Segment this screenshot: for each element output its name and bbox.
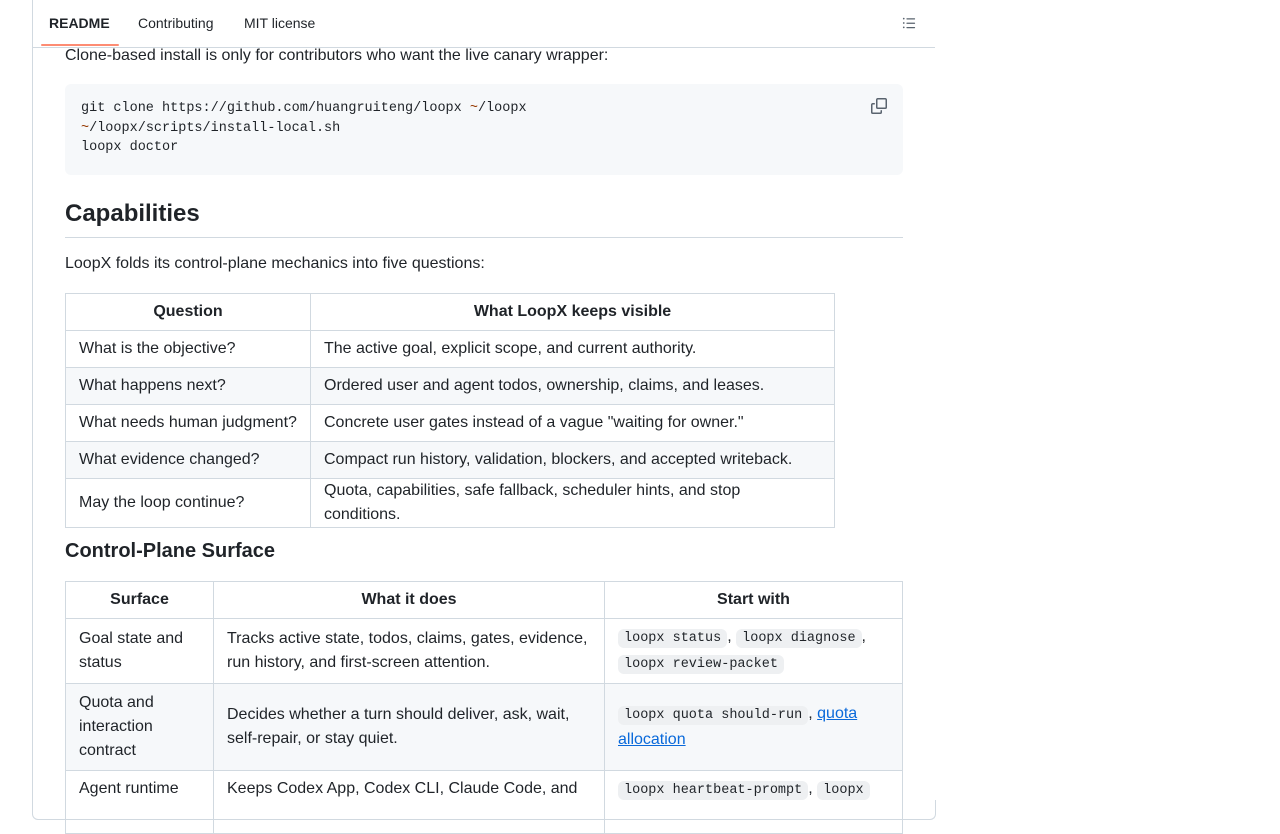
- table-cell: The active goal, explicit scope, and current authority.: [311, 331, 835, 368]
- table-row: [66, 442, 835, 479]
- table-cell: Compact run history, validation, blockers, and accepted writeback.: [311, 442, 835, 479]
- table-cell: What is the objective?: [66, 331, 311, 368]
- list-outline-icon: [902, 16, 916, 30]
- column-header: Start with: [605, 582, 903, 619]
- capabilities-intro: LoopX folds its control-plane mechanics into five questions:: [65, 255, 485, 272]
- inline-code: loopx review-packet: [618, 655, 784, 674]
- capabilities-heading: Capabilities: [65, 199, 903, 238]
- column-header: What LoopX keeps visible: [311, 294, 835, 331]
- tab-mit-license[interactable]: MIT license: [244, 15, 316, 31]
- table-cell: What needs human judgment?: [66, 405, 311, 442]
- table-cell: Decides whether a turn should deliver, ask, wait, self-repair, or stay quiet.: [214, 684, 605, 771]
- table-cell: Goal state and status: [66, 619, 214, 684]
- table-cell: Ordered user and agent todos, ownership, claims, and leases.: [311, 368, 835, 405]
- inline-code: loopx diagnose: [736, 629, 861, 648]
- table-cell: What happens next?: [66, 368, 311, 405]
- table-cell: Quota, capabilities, safe fallback, scheduler hints, and stop conditions.: [311, 479, 835, 528]
- table-row: [66, 479, 835, 528]
- inline-code: loopx status: [618, 629, 727, 648]
- table-row: [66, 771, 903, 834]
- intro-paragraph: Clone-based install is only for contributors who want the live canary wrapper:: [65, 47, 609, 64]
- control-plane-table: [65, 581, 903, 834]
- table-row: [66, 619, 903, 684]
- table-cell: Concrete user gates instead of a vague "waiting for owner.": [311, 405, 835, 442]
- table-cell: Agent runtime: [66, 771, 214, 834]
- code-text: git clone https://github.com/huangruiteng/loopx ~/loopx ~/loopx/scripts/install-local.sh loopx doctor: [81, 101, 527, 155]
- table-cell: Tracks active state, todos, claims, gates, evidence, run history, and first-screen attention.: [214, 619, 605, 684]
- readme-panel: [32, 0, 936, 820]
- tab-readme[interactable]: README: [49, 15, 110, 31]
- copy-button[interactable]: [869, 96, 889, 116]
- column-header: Question: [66, 294, 311, 331]
- column-header: What it does: [214, 582, 605, 619]
- inline-code: loopx quota should-run: [618, 706, 808, 725]
- table-row: [66, 684, 903, 771]
- table-cell: loopx heartbeat-prompt , loopx: [605, 771, 903, 834]
- readme-tabbar: [33, 0, 935, 48]
- table-row: [66, 331, 835, 368]
- code-block: [65, 84, 903, 175]
- table-row: [66, 405, 835, 442]
- capabilities-table: [65, 293, 835, 528]
- table-cell: Keeps Codex App, Codex CLI, Claude Code, and: [214, 771, 605, 834]
- quota-allocation-link[interactable]: quota allocation: [618, 705, 858, 748]
- right-column: [935, 0, 1280, 800]
- inline-code: loopx: [817, 781, 870, 800]
- control-plane-heading: Control-Plane Surface: [65, 540, 276, 562]
- copy-icon: [871, 98, 887, 114]
- column-header: Surface: [66, 582, 214, 619]
- outline-button[interactable]: [893, 7, 925, 39]
- table-cell: Quota and interaction contract: [66, 684, 214, 771]
- tab-contributing[interactable]: Contributing: [138, 15, 214, 31]
- table-cell: loopx status , loopx diagnose , loopx review-packet: [605, 619, 903, 684]
- table-row: [66, 368, 835, 405]
- inline-code: loopx heartbeat-prompt: [618, 781, 808, 800]
- table-cell: May the loop continue?: [66, 479, 311, 528]
- table-cell: What evidence changed?: [66, 442, 311, 479]
- table-cell: loopx quota should-run , quota allocation: [605, 684, 903, 771]
